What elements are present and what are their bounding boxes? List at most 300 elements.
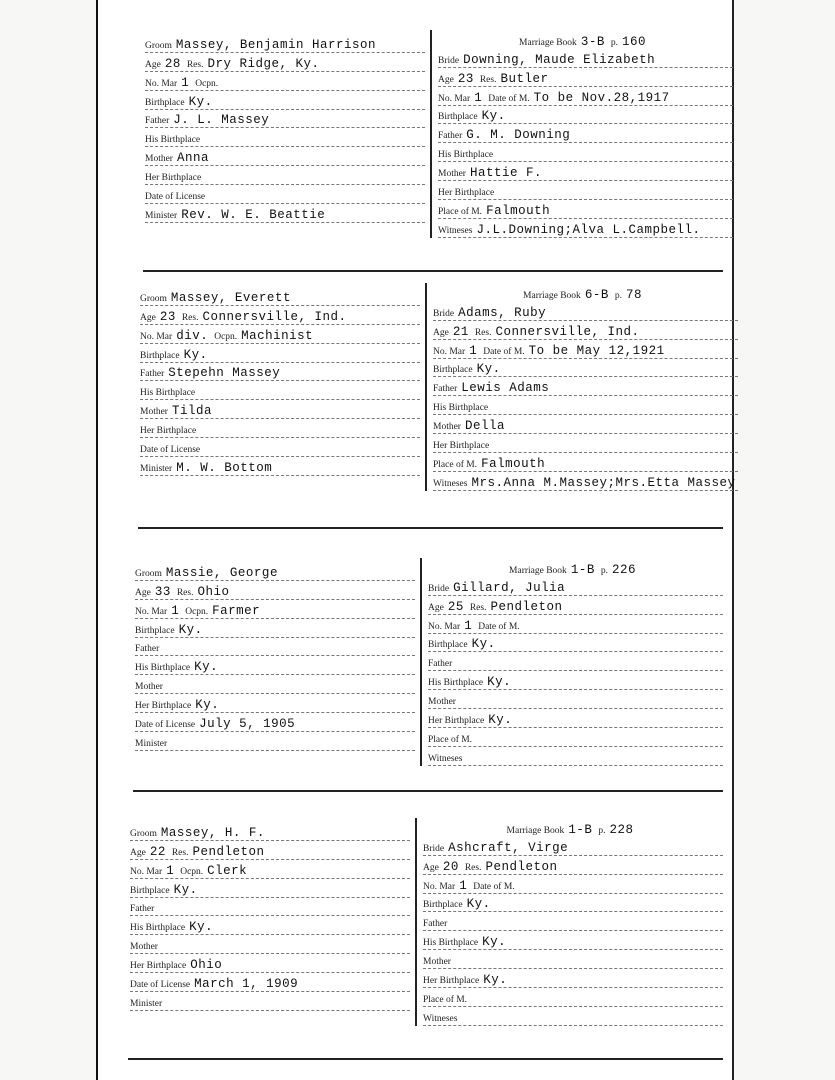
field-row xyxy=(130,916,410,935)
field-value: Falmouth xyxy=(486,203,551,218)
field-label: Witneses xyxy=(433,478,468,489)
field xyxy=(428,600,464,614)
field xyxy=(135,623,203,637)
field-label: His Birthplace xyxy=(140,388,196,399)
field xyxy=(145,76,189,90)
field xyxy=(140,329,208,343)
field xyxy=(135,738,171,750)
field-value: Dry Ridge, Ky. xyxy=(207,56,320,71)
field-value: Massie, George xyxy=(165,565,278,580)
field-label: p. xyxy=(610,37,618,48)
field-row xyxy=(423,856,723,875)
field-label: Mother xyxy=(438,169,466,180)
field xyxy=(470,600,563,614)
field-row xyxy=(140,419,420,438)
divider xyxy=(133,790,723,792)
field xyxy=(145,38,376,52)
field-label: Birthplace xyxy=(145,97,185,108)
field-row xyxy=(145,72,425,91)
field xyxy=(130,941,162,953)
field-label: Marriage Book xyxy=(519,37,577,48)
field xyxy=(214,329,313,343)
field-label: Bride xyxy=(433,308,455,319)
field-row xyxy=(135,619,415,638)
field xyxy=(130,864,174,878)
field-label: Mother xyxy=(130,942,158,953)
field-label: His Birthplace xyxy=(135,663,191,674)
field-row xyxy=(438,124,733,143)
field-row xyxy=(145,110,425,129)
field-row xyxy=(135,675,415,694)
field-row xyxy=(145,53,425,72)
field-row xyxy=(438,162,733,181)
field-label: Res. xyxy=(469,602,487,613)
field-value: 6-B xyxy=(584,287,609,302)
field-value: Massey, Benjamin Harrison xyxy=(175,37,376,52)
field-row xyxy=(438,200,733,219)
field-value: Pendleton xyxy=(192,844,265,859)
field-value: Adams, Ruby xyxy=(458,305,547,320)
field-row xyxy=(438,219,733,238)
field xyxy=(433,381,549,395)
field-row xyxy=(145,34,425,53)
field xyxy=(130,845,166,859)
field-label: Place of M. xyxy=(428,734,473,745)
field-label: Mother xyxy=(140,407,168,418)
field-label: Age xyxy=(423,862,439,873)
field-label: Minister xyxy=(130,998,163,1009)
field xyxy=(130,958,222,972)
field xyxy=(428,637,496,651)
field xyxy=(135,566,278,580)
field-value: Mrs.Anna M.Massey;Mrs.Etta Massey xyxy=(471,475,736,490)
field-row xyxy=(433,434,738,453)
field-label: Mother xyxy=(433,422,461,433)
field-label: Father xyxy=(145,116,170,127)
field-row xyxy=(438,143,733,162)
groom-section xyxy=(140,283,420,476)
field-value: Pendleton xyxy=(485,859,558,874)
field-value: Massey, Everett xyxy=(170,290,291,305)
field-row xyxy=(428,728,723,747)
field-value: Ky. xyxy=(188,94,213,109)
field-label: No. Mar xyxy=(135,606,168,617)
field xyxy=(428,675,511,689)
field-row xyxy=(130,973,410,992)
field-value: Ky. xyxy=(476,362,501,377)
field xyxy=(433,457,545,471)
field-label: Birthplace xyxy=(423,900,463,911)
field-label: Res. xyxy=(186,59,204,70)
field xyxy=(130,883,198,897)
field xyxy=(433,325,469,339)
field xyxy=(423,897,491,911)
field-row xyxy=(130,935,410,954)
field-value: div. xyxy=(176,328,209,343)
field-row xyxy=(423,931,723,950)
field-label: No. Mar xyxy=(438,93,471,104)
field xyxy=(478,621,523,633)
field-value: Stepehn Massey xyxy=(168,366,281,381)
field xyxy=(438,223,701,237)
field-value: 3-B xyxy=(580,34,605,49)
field-label: Age xyxy=(145,59,161,70)
field-value: Machinist xyxy=(241,328,314,343)
field xyxy=(483,344,664,358)
field-value: March 1, 1909 xyxy=(194,977,299,992)
field-label: p. xyxy=(614,290,622,301)
field xyxy=(428,619,472,633)
field-label: No. Mar xyxy=(428,621,461,632)
field xyxy=(423,860,459,874)
field-row xyxy=(423,912,723,931)
field xyxy=(145,134,204,146)
field xyxy=(423,935,506,949)
field-value: Gillard, Julia xyxy=(453,580,566,595)
field-value: G. M. Downing xyxy=(466,128,571,143)
field-row xyxy=(130,860,410,879)
field xyxy=(428,658,456,670)
field xyxy=(428,753,466,765)
field-label: Groom xyxy=(135,568,162,579)
field xyxy=(428,581,565,595)
field xyxy=(438,166,542,180)
field-label: Birthplace xyxy=(428,640,468,651)
bride-section xyxy=(425,283,738,491)
field-label: Minister xyxy=(140,463,173,474)
field xyxy=(438,128,570,142)
field xyxy=(145,95,213,109)
field-label: His Birthplace xyxy=(438,150,494,161)
field-label: Bride xyxy=(438,55,460,66)
field-label: No. Mar xyxy=(130,866,163,877)
field xyxy=(130,826,265,840)
field-value: Falmouth xyxy=(481,456,546,471)
field-label: No. Mar xyxy=(423,881,456,892)
field xyxy=(135,681,167,693)
field xyxy=(140,348,208,362)
field-row xyxy=(140,363,420,382)
field-row xyxy=(428,671,723,690)
field xyxy=(135,643,163,655)
field-label: No. Mar xyxy=(145,78,178,89)
field-row xyxy=(423,837,723,856)
field-value: Ky. xyxy=(189,920,214,935)
field-label: Res. xyxy=(464,862,482,873)
field xyxy=(480,72,549,86)
field xyxy=(187,57,320,71)
field-row xyxy=(433,453,738,472)
field-row xyxy=(428,634,723,653)
field xyxy=(140,461,272,475)
field xyxy=(507,823,593,837)
field-label: Minister xyxy=(135,738,168,749)
field-row xyxy=(428,558,723,577)
field-row xyxy=(433,377,738,396)
field-value: Ky. xyxy=(178,622,203,637)
field-value: Ky. xyxy=(183,347,208,362)
field-value: 1 xyxy=(166,863,175,878)
field-row xyxy=(145,166,425,185)
field xyxy=(523,288,609,302)
field-label: Ocpn. xyxy=(195,78,219,89)
field-label: Her Birthplace xyxy=(130,961,187,972)
field-label: Age xyxy=(135,587,151,598)
field-value: 21 xyxy=(452,324,469,339)
field-label: Date of License xyxy=(135,720,196,731)
field-value: 1 xyxy=(469,343,478,358)
field-label: Bride xyxy=(428,583,450,594)
field xyxy=(135,604,179,618)
field xyxy=(145,151,209,165)
field-value: 1 xyxy=(459,878,468,893)
field-value: Farmer xyxy=(212,603,261,618)
field-value: Ky. xyxy=(471,637,496,652)
field-label: Ocpn. xyxy=(214,331,238,342)
field-label: Groom xyxy=(130,828,157,839)
field xyxy=(473,881,518,893)
field-label: Groom xyxy=(140,293,167,304)
field-row xyxy=(145,128,425,147)
field-value: Clerk xyxy=(207,863,248,878)
field xyxy=(135,698,219,712)
field-value: 33 xyxy=(154,584,171,599)
field-label: Father xyxy=(135,644,160,655)
field-value: 1 xyxy=(464,618,473,633)
field xyxy=(438,91,482,105)
field xyxy=(135,717,295,731)
field-label: Date of License xyxy=(130,980,191,991)
field-label: Father xyxy=(433,384,458,395)
field-label: Father xyxy=(130,904,155,915)
field-label: Mother xyxy=(145,154,173,165)
field xyxy=(433,306,546,320)
field xyxy=(438,109,506,123)
field-label: Mother xyxy=(428,697,456,708)
field-label: Witneses xyxy=(428,753,463,764)
field xyxy=(177,585,230,599)
field xyxy=(140,291,291,305)
field-value: Connersville, Ind. xyxy=(202,309,347,324)
field-value: J. L. Massey xyxy=(173,113,270,128)
field-label: Age xyxy=(438,74,454,85)
field-label: Res. xyxy=(474,327,492,338)
field-value: Hattie F. xyxy=(469,166,542,181)
field xyxy=(438,187,498,199)
field-label: Res. xyxy=(479,74,497,85)
field-label: Marriage Book xyxy=(523,290,581,301)
field xyxy=(488,91,669,105)
field-label: Marriage Book xyxy=(509,565,567,576)
field xyxy=(423,879,467,893)
field-row xyxy=(145,204,425,223)
field-label: Her Birthplace xyxy=(433,441,490,452)
field-label: Age xyxy=(130,847,146,858)
field-row xyxy=(145,147,425,166)
field-row xyxy=(428,652,723,671)
field-label: Date of M. xyxy=(478,621,520,632)
field xyxy=(615,288,642,302)
field xyxy=(135,660,218,674)
field-label: Her Birthplace xyxy=(428,716,485,727)
field-row xyxy=(438,68,733,87)
field xyxy=(423,973,507,987)
field-row xyxy=(423,969,723,988)
field xyxy=(140,310,176,324)
field-label: Res. xyxy=(181,312,199,323)
field-label: Birthplace xyxy=(140,350,180,361)
field-label: Her Birthplace xyxy=(140,426,197,437)
field-row xyxy=(438,49,733,68)
field-row xyxy=(433,415,738,434)
field-row xyxy=(423,950,723,969)
field-row xyxy=(433,321,738,340)
field-row xyxy=(130,992,410,1011)
field-row xyxy=(433,472,738,491)
field-row xyxy=(433,340,738,359)
field-row xyxy=(140,381,420,400)
field-label: Father xyxy=(438,131,463,142)
field-value: Ky. xyxy=(173,882,198,897)
groom-section xyxy=(135,558,415,751)
field-value: Tilda xyxy=(171,404,212,419)
field-label: Birthplace xyxy=(135,625,175,636)
field xyxy=(433,440,493,452)
field-label: p. xyxy=(598,825,606,836)
field-value: 1 xyxy=(474,90,483,105)
field-value: Downing, Maude Elizabeth xyxy=(463,52,656,67)
field xyxy=(185,604,260,618)
field-row xyxy=(433,396,738,415)
field-value: July 5, 1905 xyxy=(199,717,296,732)
field xyxy=(195,78,222,90)
field-row xyxy=(130,841,410,860)
field xyxy=(423,1013,461,1025)
field-row xyxy=(423,875,723,894)
field-row xyxy=(130,954,410,973)
field-value: Ashcraft, Virge xyxy=(448,840,569,855)
field-row xyxy=(140,438,420,457)
field xyxy=(140,404,212,418)
field-row xyxy=(135,713,415,732)
field xyxy=(433,402,492,414)
field xyxy=(140,444,204,456)
bride-section xyxy=(430,30,733,238)
field xyxy=(140,387,199,399)
field xyxy=(601,563,636,577)
field xyxy=(172,845,265,859)
field-label: Bride xyxy=(423,843,445,854)
field-row xyxy=(423,894,723,913)
field xyxy=(145,208,325,222)
field-label: Her Birthplace xyxy=(438,188,495,199)
groom-section xyxy=(145,30,425,223)
field-value: Butler xyxy=(500,71,549,86)
field-row xyxy=(140,287,420,306)
field-value: 22 xyxy=(149,844,166,859)
field xyxy=(145,113,269,127)
field-label: Mother xyxy=(423,957,451,968)
field xyxy=(433,362,501,376)
field-value: 25 xyxy=(447,599,464,614)
field xyxy=(433,476,736,490)
field-value: 226 xyxy=(611,562,636,577)
field xyxy=(509,563,595,577)
field-label: His Birthplace xyxy=(423,938,479,949)
field-value: Rev. W. E. Beattie xyxy=(181,207,326,222)
field xyxy=(145,191,209,203)
field-row xyxy=(433,359,738,378)
field-row xyxy=(135,581,415,600)
groom-section xyxy=(130,818,410,1011)
field xyxy=(428,696,460,708)
field-value: Ky. xyxy=(482,935,507,950)
field-row xyxy=(433,302,738,321)
field-label: Res. xyxy=(176,587,194,598)
field xyxy=(433,419,505,433)
field-label: Father xyxy=(140,369,165,380)
field-value: 1-B xyxy=(568,822,593,837)
field-label: His Birthplace xyxy=(433,403,489,414)
field xyxy=(182,310,347,324)
field xyxy=(465,860,558,874)
bride-section xyxy=(420,558,723,766)
field-label: His Birthplace xyxy=(130,923,186,934)
field-label: Birthplace xyxy=(438,112,478,123)
field-value: Anna xyxy=(176,151,209,166)
field-label: Her Birthplace xyxy=(145,173,202,184)
field-label: Ocpn. xyxy=(180,866,204,877)
field-value: To be Nov.28,1917 xyxy=(533,90,670,105)
field-row xyxy=(135,694,415,713)
field-value: 20 xyxy=(442,859,459,874)
field-label: Her Birthplace xyxy=(423,976,480,987)
field xyxy=(130,903,158,915)
field xyxy=(130,977,298,991)
field xyxy=(135,585,171,599)
field-label: No. Mar xyxy=(140,331,173,342)
field-label: Date of M. xyxy=(473,881,515,892)
field-label: Minister xyxy=(145,210,178,221)
field-label: Date of License xyxy=(140,445,201,456)
field-row xyxy=(438,106,733,125)
divider xyxy=(128,1058,723,1060)
field-row xyxy=(428,709,723,728)
field-value: Ky. xyxy=(481,109,506,124)
field xyxy=(423,841,568,855)
field-label: Place of M. xyxy=(438,206,483,217)
divider xyxy=(138,527,723,529)
field-value: Ohio xyxy=(197,584,230,599)
field-label: Res. xyxy=(171,847,189,858)
field-row xyxy=(130,879,410,898)
field-row xyxy=(140,400,420,419)
field-row xyxy=(438,181,733,200)
field-label: Date of M. xyxy=(488,93,530,104)
field-value: Massey, H. F. xyxy=(160,825,265,840)
field xyxy=(130,998,166,1010)
field-row xyxy=(135,656,415,675)
field-row xyxy=(140,306,420,325)
field-value: Connersville, Ind. xyxy=(495,324,640,339)
field-label: Father xyxy=(423,919,448,930)
field-row xyxy=(130,898,410,917)
field-label: Father xyxy=(428,659,453,670)
field xyxy=(433,344,477,358)
field-row xyxy=(423,1007,723,1026)
field-label: No. Mar xyxy=(433,346,466,357)
field-row xyxy=(135,732,415,751)
